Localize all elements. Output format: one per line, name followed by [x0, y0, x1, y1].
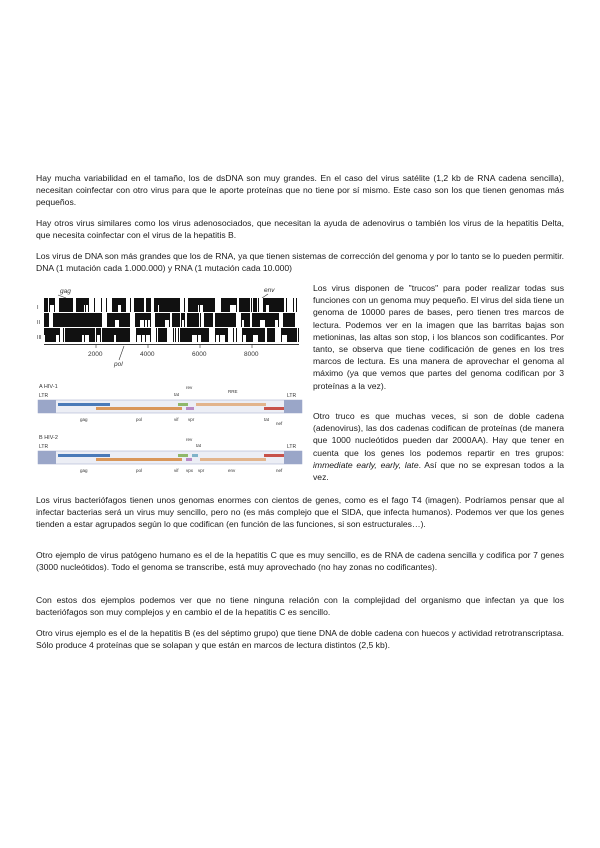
- paragraph-bacteriophages: Los virus bacteriófagos tienen unos genomas enormes con cientos de genes, como es el fago T4 (imagen). Podríamos pensar que al infectar bacterias será un virus muy sencillo, pero no (es más complejo que el SIDA, que infecta humanos). Podemos ver que los genes tienden a estar agrupados según lo que codifican (en función de las funciones, si son estructurales…).: [36, 495, 564, 530]
- tick-6000: 6000: [192, 351, 207, 358]
- double-strand-text: Otro truco es que muchas veces, si son de doble cadena (adenovirus), las dos cadenas codifican de proteínas (de manera que 1000 nucleótidos pueden dar 2000AA). Hay que tener en cuenta que los genes los podemos repartir en tres grupos:: [313, 411, 564, 458]
- hiv1-nef-block: [264, 407, 284, 410]
- hiv2-ltr-right: LTR: [287, 444, 297, 450]
- hiv1-ltr-left: LTR: [39, 393, 49, 399]
- reading-frames-figure: [36, 282, 304, 372]
- hiv2-ltr-left: LTR: [39, 444, 49, 450]
- expression-groups: immediate early, early, late: [313, 459, 419, 470]
- hiv2-nef-block: [264, 454, 284, 457]
- hiv1-label-vpr: vpr: [188, 417, 195, 422]
- hiv-genome-figure: [36, 380, 304, 480]
- hiv1-gene-rev: rev: [186, 385, 193, 390]
- hiv1-title: A HIV-1: [39, 384, 58, 390]
- hiv2-label-vpx: vpx: [186, 468, 194, 473]
- tick-8000: 8000: [244, 351, 259, 358]
- hiv1-label-tat: tat: [264, 417, 270, 422]
- hiv2-label-vif: vif: [174, 468, 179, 473]
- hiv2-gene-tat: tat: [196, 443, 202, 448]
- orf-label-gag: gag: [60, 288, 71, 295]
- hiv2-label-gag: gag: [80, 468, 88, 473]
- hiv1-gag-block: [58, 403, 110, 406]
- hiv2-label-pol: pol: [136, 468, 143, 473]
- paragraph-adenoassociated: Hay otros virus similares como los virus adenosociados, que necesitan la ayuda de adenovirus o también los virus de la hepatitis Delta, que necesita coinfectar con el virus de la hepatitis B.: [36, 218, 564, 241]
- orf-label-pol: pol: [114, 361, 123, 368]
- hiv1-gene-rre: RRE: [228, 389, 238, 394]
- paragraph-dna-vs-rna: Los virus de DNA son más grandes que los de RNA, ya que tienen sistemas de corrección del genoma y por lo tanto se lo pueden permitir. DNA (1 mutación cada 1.000.000) y RNA (1 mutación cada 10.000): [36, 251, 564, 274]
- hiv2-env-block: [200, 458, 266, 461]
- paragraph-virus-size: Hay mucha variabilidad en el tamaño, los de dsDNA son muy grandes. En el caso del virus satélite (1,2 kb de RNA cadena sencilla), necesitan coinfectar con otro virus para que le aporte proteínas que no tiene por sí mismo. Este caso son los que tienen genomas más pequeños.: [36, 173, 564, 208]
- paragraph-hepatitis-c: Otro ejemplo de virus patógeno humano es el de la hepatitis C que es muy sencillo, es de RNA de cadena sencilla y codifica por 7 genes (3000 nucleótidos). Todo el genoma se transcribe, está muy aprovechado (no hay zonas no codificantes).: [36, 550, 564, 573]
- tick-2000: 2000: [88, 351, 103, 358]
- hiv1-label-vif: vif: [174, 417, 179, 422]
- hiv2-gene-rev: rev: [186, 437, 193, 442]
- frame-label-3: III: [37, 335, 42, 341]
- hiv1-label-pol: pol: [136, 417, 143, 422]
- hiv1-label-nef: nef: [276, 421, 283, 426]
- paragraph-hiv-tricks: Los virus disponen de "trucos" para poder realizar todas sus funciones con un genoma muy pequeño. El virus del sida tiene un genoma de 10000 pares de bases, pero tienen tres marcos de lectura. Podemos ver en la imagen que las barritas bajas son metioninas, las altas son stop, i los blancos son codificantes. Por tanto, se observa que tiene codificación de genes en los tres marcos de lectura. Es una manera de aprovechar el genoma al máximo (ya que vemos que partes del genoma codifican por 3 proteínas a la vez).: [313, 283, 564, 391]
- hiv1-label-gag: gag: [80, 417, 88, 422]
- hiv1-env-block: [196, 403, 266, 406]
- frame-label-1: I: [37, 305, 39, 311]
- paragraph-double-strand: [313, 410, 564, 483]
- frame-label-2: II: [37, 320, 41, 326]
- hiv2-pol-block: [96, 458, 182, 461]
- orf-bars: [44, 298, 299, 342]
- paragraph-hepatitis-b: Otro virus ejemplo es el de la hepatitis B (es del séptimo grupo) que tiene DNA de doble cadena con huecos y actividad retrotranscriptasa. Sólo produce 4 proteínas que se solapan y que están en marcos de lectura distintos (2,5 kb).: [36, 628, 564, 651]
- hiv2-gag-block: [58, 454, 110, 457]
- tick-4000: 4000: [140, 351, 155, 358]
- hiv1-gene-tat: tat: [174, 392, 180, 397]
- hiv2-label-env: env: [228, 468, 236, 473]
- hiv2-title: B HIV-2: [39, 435, 58, 441]
- hiv2-label-vpr: vpr: [198, 468, 205, 473]
- orf-label-env: env: [264, 287, 275, 294]
- paragraph-complexity: Con estos dos ejemplos podemos ver que no tiene ninguna relación con la complejidad del organismo que infectan ya que los bacteriófagos son muy complejos y en cambio el de la hepatitis C es sencillo.: [36, 595, 564, 618]
- hiv1-pol-block: [96, 407, 182, 410]
- double-strand-end: . Así que no se expresan todos a la vez.: [313, 459, 564, 483]
- hiv2-label-nef: nef: [276, 468, 283, 473]
- hiv1-ltr-right: LTR: [287, 393, 297, 399]
